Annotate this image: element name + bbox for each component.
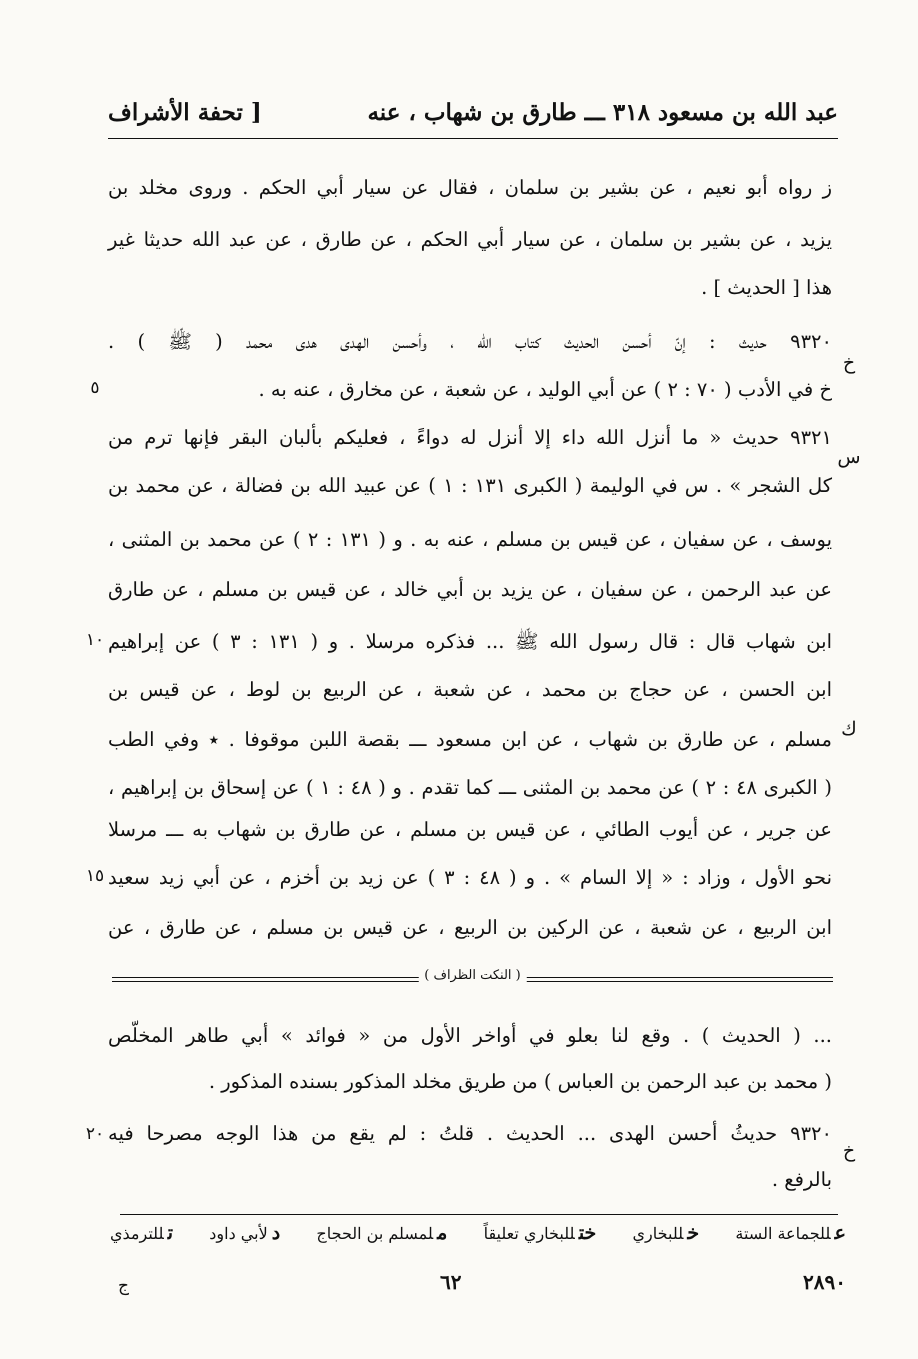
text-line: ابن الربيع ، عن شعبة ، عن الركين بن الربيع ، عن قيس بن مسلم ، عن طارق ، عن [108,916,832,939]
legend-item: تللترمذي [110,1222,174,1244]
text-line: يوسف ، عن سفيان ، عن قيس بن مسلم ، عنه به . و ( ١٣١ : ٢ ) عن محمد بن المثنى ، [108,528,832,551]
divider-label: ( النكت الظراف ) [418,968,526,983]
text-line: خ في الأدب ( ٧٠ : ٢ ) عن أبي الوليد ، عن شعبة ، عن مخارق ، عنه به . [258,378,832,401]
note-line: ( محمد بن عبد الرحمن بن العباس ) من طريق مخلد المذكور بسنده المذكور . [208,1070,832,1093]
header-left-title: [ تحفة الأشراف [108,98,262,126]
margin-symbol: خ [842,352,856,374]
abbreviation-legend [110,1222,846,1252]
legend-item: ملمسلم بن الحجاج [316,1222,448,1244]
footer-rule [120,1214,838,1215]
text-line: هذا [ الحديث ] . [701,276,832,299]
note-line: ... ( الحديث ) . وقع لنا بعلو في أواخر الأول من « فوائد » أبي طاهر المخلّص [108,1024,832,1047]
legend-item: عللجماعة الستة [735,1222,846,1244]
line-number: ١٥ [85,866,105,886]
text-line: عن جرير ، عن أيوب الطائي ، عن قيس بن مسلم ، عن طارق بن شهاب به ـــ مرسلا [108,818,832,841]
signature-letter: ج [118,1276,129,1296]
signature-number: ٢٨٩٠ [803,1270,846,1294]
margin-symbol: ك [841,718,857,740]
note-line: ٩٣٢٠ حديثُ أحسن الهدى ... الحديث . قلتُ : لم يقع من هذا الوجه مصرحا فيه [108,1122,832,1145]
margin-symbol: س [837,446,861,468]
text-line: ز رواه أبو نعيم ، عن بشير بن سلمان ، فقال عن سيار أبي الحكم . وروى مخلد بن [108,176,832,199]
hadith-9321-line: ٩٣٢١ حديث « ما أنزل الله داء إلا أنزل له دواءً ، فعليكم بألبان البقر فإنها ترم من [108,426,832,449]
text-line: نحو الأول ، وزاد : « إلا السام » . و ( ٤٨ : ٣ ) عن زيد بن أخزم ، عن أبي زيد سعيد [108,866,833,889]
text-line: عن عبد الرحمن ، عن سفيان ، عن يزيد بن أبي خالد ، عن قيس بن مسلم ، عن طارق [108,578,832,601]
text-line: ابن الحسن ، عن حجاج بن محمد ، عن شعبة ، عن الربيع بن لوط ، عن قيس بن [108,678,832,701]
margin-symbol: خ [842,1140,856,1162]
page-number: ٦٢ [440,1270,462,1294]
legend-item: خللبخاري [632,1222,700,1244]
legend-item: ختللبخاري تعليقاً [483,1222,597,1244]
text-line: مسلم ، عن طارق بن شهاب ، عن ابن مسعود ـــ بقصة اللبن موقوفا . ٭ وفي الطب [108,728,832,751]
text-line: ( الكبرى ٤٨ : ٢ ) عن محمد بن المثنى ـــ كما تقدم . و ( ٤٨ : ١ ) عن إسحاق بن إبراهيم ، [108,776,832,799]
note-line: بالرفع . [771,1168,832,1191]
text-line: يزيد ، عن بشير بن سلمان ، عن سيار أبي الحكم ، عن طارق ، عن عبد الله حديثا غير [108,228,832,251]
line-number: ١٠ [85,630,105,650]
notes-divider [112,968,833,988]
text-line: ابن شهاب قال : قال رسول الله ﷺ ... فذكره مرسلا . و ( ١٣١ : ٣ ) عن إبراهيم [108,630,833,653]
text-line: كل الشجر » . س في الوليمة ( الكبرى ١٣١ : ١ ) عن عبيد الله بن فضالة ، عن محمد بن [108,474,832,497]
header-rule [108,138,838,139]
line-number: ٢٠ [85,1124,105,1144]
header-right-title: عبد الله بن مسعود ٣١٨ ـــ طارق بن شهاب ، عنه [367,98,838,126]
hadith-9320-line: ٩٣٢٠ حديث : إنّ أحسن الحديث كتاب الله ، وأحسن الهدى هدى محمد ( ﷺ ) . [108,330,832,353]
legend-item: دلأبي داود [209,1222,281,1244]
line-number: ٥ [90,378,100,398]
running-header [108,95,838,129]
